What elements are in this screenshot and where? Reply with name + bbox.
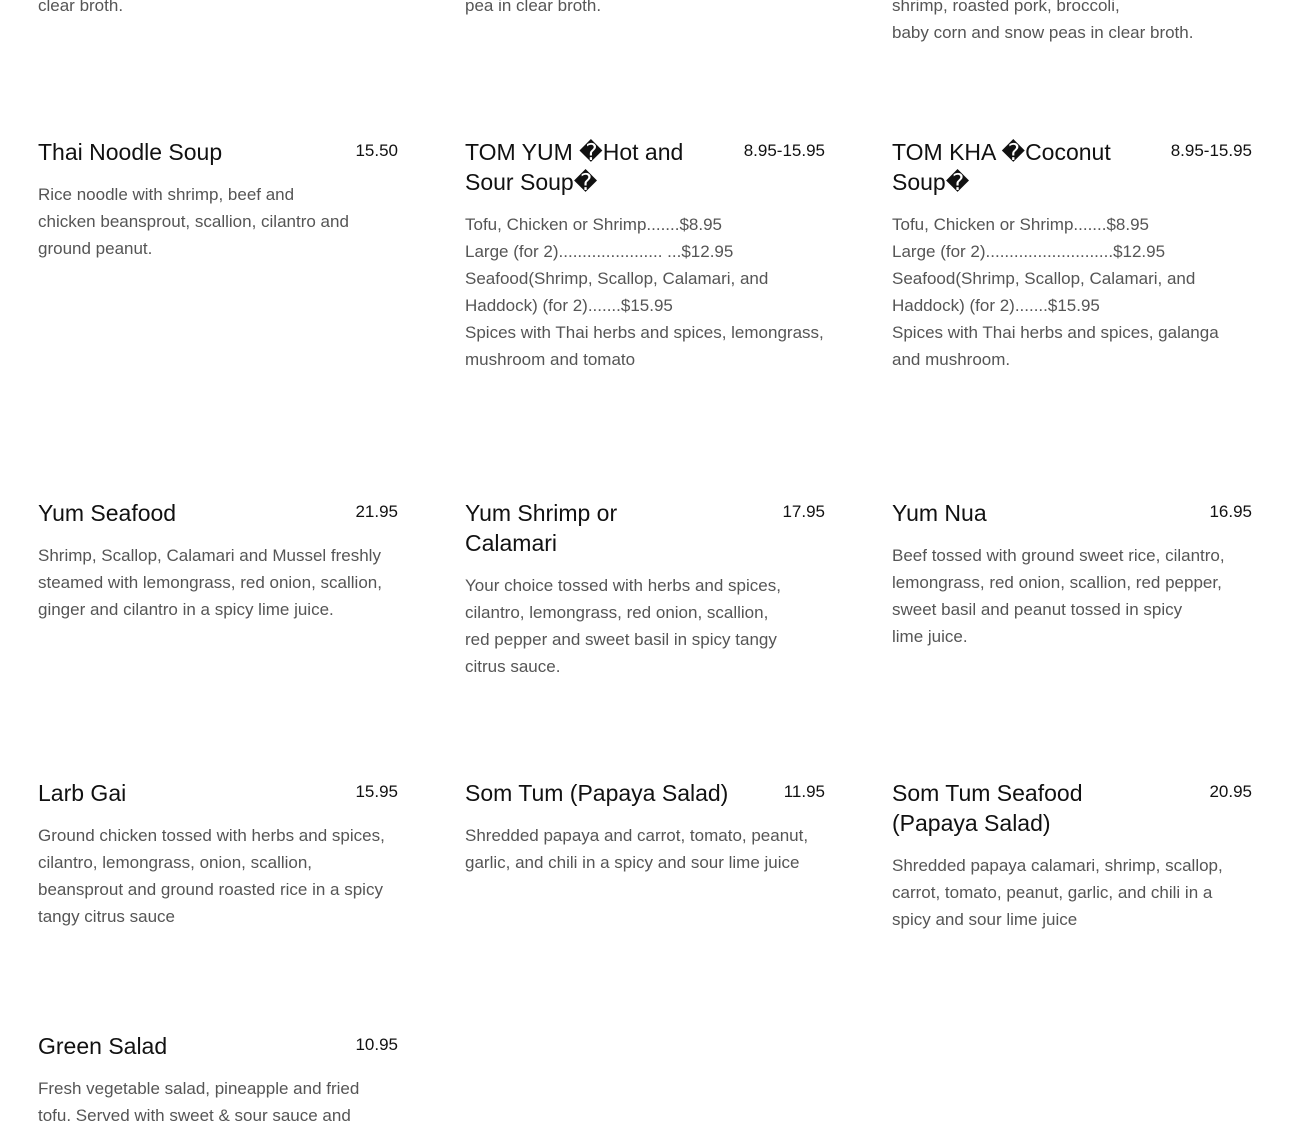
menu-item — [465, 137, 825, 373]
item-price: 8.95-15.95 — [743, 141, 825, 160]
item-description: Fresh vegetable salad, pineapple and fried tofu. Served with sweet & sour sauce and — [38, 1079, 360, 1125]
item-price: 15.95 — [355, 782, 398, 801]
menu-item — [892, 778, 1252, 933]
item-price: 21.95 — [355, 502, 398, 521]
item-description: Shredded papaya calamari, shrimp, scallop, carrot, tomato, peanut, garlic, and chili in a spicy and sour lime juice — [892, 856, 1223, 929]
item-description: Tofu, Chicken or Shrimp.......$8.95 Large (for 2)...................... ...$12.95 Seafood(Shrimp, Scallop, Calamari, and Haddock) (for 2).......$15.95 Spices with Thai herbs and spices, lemongrass, mushroom and tomato — [465, 215, 824, 369]
menu-item — [38, 498, 398, 623]
partial-item-description: pea in clear broth. — [465, 0, 602, 15]
partial-item-description: shrimp, roasted pork, broccoli, baby corn and snow peas in clear broth. — [892, 0, 1194, 42]
item-description: Shredded papaya and carrot, tomato, peanut, garlic, and chili in a spicy and sour lime juice — [465, 826, 809, 872]
partial-item-description: clear broth. — [38, 0, 124, 15]
item-name: Green Salad — [38, 1033, 168, 1059]
item-description: Your choice tossed with herbs and spices, cilantro, lemongrass, red onion, scallion, red pepper and sweet basil in spicy tangy citrus sauce. — [465, 576, 781, 676]
menu-item — [465, 498, 825, 680]
menu-item — [465, 778, 825, 876]
item-price: 16.95 — [1209, 502, 1252, 521]
item-name: Yum Seafood — [38, 500, 177, 526]
item-name: Larb Gai — [38, 780, 127, 806]
item-price: 11.95 — [783, 782, 825, 801]
item-description: Shrimp, Scallop, Calamari and Mussel freshly steamed with lemongrass, red onion, scallion, ginger and cilantro in a spicy lime juice. — [38, 546, 382, 619]
item-price: 15.50 — [355, 141, 398, 160]
item-price: 20.95 — [1209, 782, 1252, 801]
menu-item — [892, 498, 1252, 650]
item-price: 8.95-15.95 — [1170, 141, 1252, 160]
item-name: Thai Noodle Soup — [38, 139, 223, 165]
item-name: TOM KHA �Coconut Soup� — [892, 139, 1111, 195]
menu-item — [38, 137, 398, 262]
item-description: Beef tossed with ground sweet rice, cilantro, lemongrass, red onion, scallion, red pepper, sweet basil and peanut tossed in spicy lime juice. — [892, 546, 1225, 646]
menu-item — [892, 137, 1252, 373]
item-name: TOM YUM �Hot and Sour Soup� — [465, 139, 684, 195]
item-name: Som Tum Seafood (Papaya Salad) — [892, 780, 1083, 836]
menu-item — [38, 778, 398, 930]
menu-item — [38, 1031, 398, 1129]
item-price: 17.95 — [782, 502, 825, 521]
item-price: 10.95 — [355, 1035, 398, 1054]
item-name: Yum Nua — [892, 500, 987, 526]
item-name: Som Tum (Papaya Salad) — [465, 780, 729, 806]
item-description: Tofu, Chicken or Shrimp.......$8.95 Large (for 2)...........................$12.95 Seafood(Shrimp, Scallop, Calamari, and Haddock) (for 2).......$15.95 Spices with Thai herbs and spices, galanga and mushroom. — [892, 215, 1219, 369]
item-description: Ground chicken tossed with herbs and spices, cilantro, lemongrass, onion, scallion, beansprout and ground roasted rice in a spicy tangy citrus sauce — [38, 826, 385, 926]
item-description: Rice noodle with shrimp, beef and chicken beansprout, scallion, cilantro and ground peanut. — [38, 185, 349, 258]
item-name: Yum Shrimp or Calamari — [465, 500, 618, 556]
